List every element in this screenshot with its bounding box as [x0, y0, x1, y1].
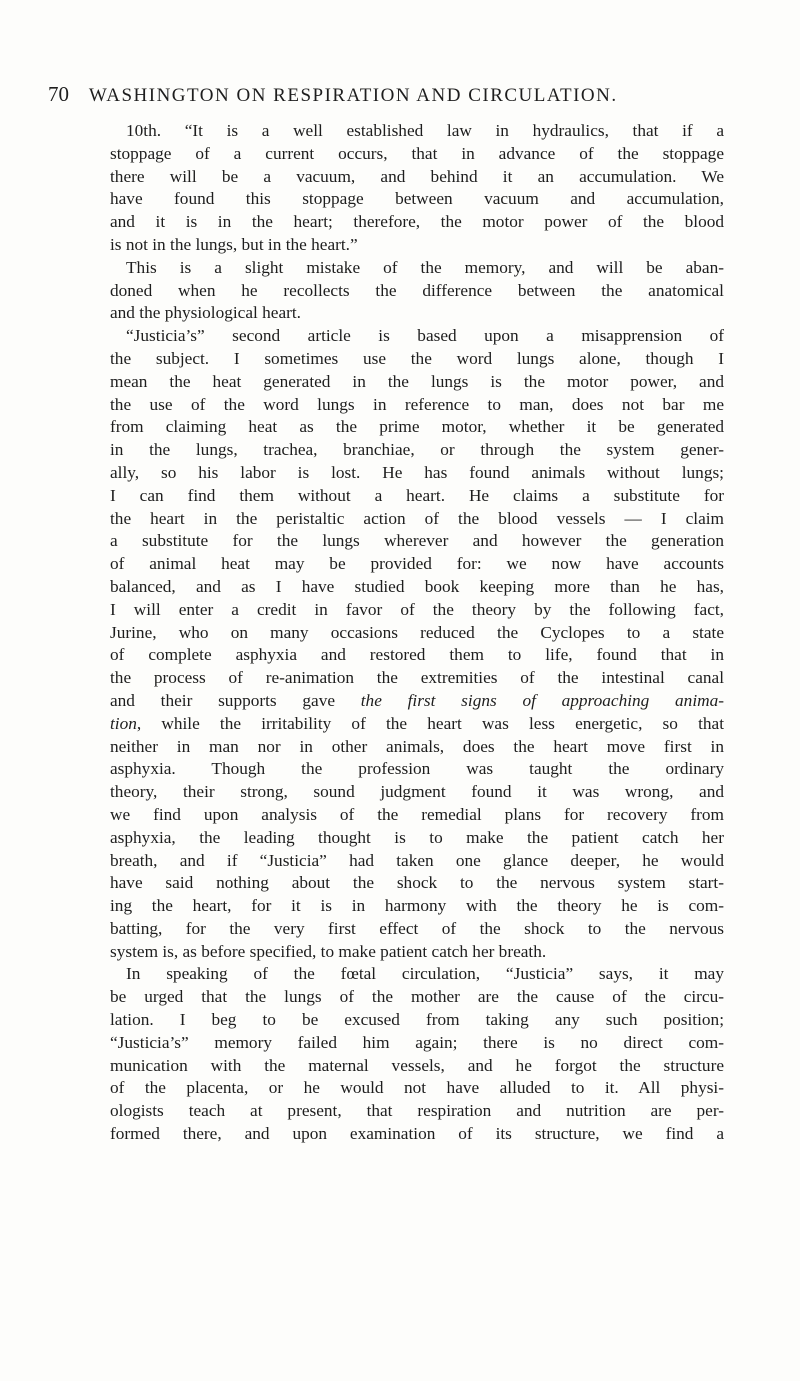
text-line: and it is in the heart; therefore, the motor power of the blood [110, 212, 724, 232]
text-line: mean the heat generated in the lungs is the motor power, and [110, 371, 724, 391]
text-line: be urged that the lungs of the mother are the cause of the circu- [110, 987, 724, 1007]
text-line: I will enter a credit in favor of the theory by the following fact, [110, 599, 724, 619]
text-line: have said nothing about the shock to the nervous system start- [110, 873, 724, 893]
text-line: the subject. I sometimes use the word lungs alone, though I [110, 348, 724, 368]
text-line: is not in the lungs, but in the heart.” [110, 234, 358, 254]
text-line: theory, their strong, sound judgment found it was wrong, and [110, 782, 724, 802]
text-line: “Justicia’s” memory failed him again; there is no direct com- [110, 1032, 724, 1052]
text-line: tion, while the irritability of the heart was less energetic, so that [110, 713, 724, 733]
text-line: breath, and if “Justicia” had taken one glance deeper, he would [110, 850, 724, 870]
text-line: neither in man nor in other animals, does the heart move first in [110, 736, 724, 756]
text-line: ally, so his labor is lost. He has found animals without lungs; [110, 462, 724, 482]
text-line: of complete asphyxia and restored them to life, found that in [110, 645, 724, 665]
text-line: asphyxia, the leading thought is to make the patient catch her [110, 827, 724, 847]
text-line: lation. I beg to be excused from taking any such position; [110, 1010, 724, 1030]
text-line: system is, as before specified, to make patient catch her breath. [110, 941, 547, 961]
text-line: there will be a vacuum, and behind it an accumulation. We [110, 166, 724, 186]
text-line: the heart in the peristaltic action of the blood vessels — I claim [110, 508, 724, 528]
text-line: Jurine, who on many occasions reduced the Cyclopes to a state [110, 622, 724, 642]
text-line: munication with the maternal vessels, and he forgot the structure [110, 1055, 724, 1075]
text-line: “Justicia’s” second article is based upon a misapprension of [126, 326, 724, 346]
text-line: we find upon analysis of the remedial plans for recovery from [110, 804, 724, 824]
running-title: WASHINGTON ON RESPIRATION AND CIRCULATION. [88, 85, 618, 106]
text-line: This is a slight mistake of the memory, and will be aban- [126, 257, 724, 277]
text-line: in the lungs, trachea, branchiae, or through the system gener- [110, 440, 724, 460]
text-line: In speaking of the fœtal circulation, “Justicia” says, it may [126, 964, 724, 984]
text-line: formed there, and upon examination of its structure, we find a [110, 1124, 724, 1144]
text-line: and their supports gave the first signs of approaching anima- [110, 690, 724, 710]
text-line: and the physiological heart. [110, 303, 301, 323]
text-line: I can find them without a heart. He claims a substitute for [110, 485, 724, 505]
running-head [48, 82, 748, 110]
page-number: 70 [48, 82, 69, 106]
text-line: balanced, and as I have studied book keeping more than he has, [110, 576, 724, 596]
text-line: of animal heat may be provided for: we now have accounts [110, 554, 724, 574]
text-line: ologists teach at present, that respiration and nutrition are per- [110, 1101, 724, 1121]
text-line: the use of the word lungs in reference to man, does not bar me [110, 394, 724, 414]
text-line: doned when he recollects the difference between the anatomical [110, 280, 724, 300]
text-line: stoppage of a current occurs, that in advance of the stoppage [110, 143, 724, 163]
text-line: have found this stoppage between vacuum and accumulation, [110, 189, 724, 209]
body-text [110, 120, 724, 1146]
text-line: ing the heart, for it is in harmony with the theory he is com- [110, 896, 724, 916]
text-line: the process of re-animation the extremities of the intestinal canal [110, 668, 724, 688]
text-line: 10th. “It is a well established law in hydraulics, that if a [126, 121, 724, 140]
text-line: from claiming heat as the prime motor, whether it be generated [110, 417, 724, 437]
text-line: asphyxia. Though the profession was taught the ordinary [110, 759, 724, 779]
text-line: a substitute for the lungs wherever and however the generation [110, 531, 724, 551]
text-line: of the placenta, or he would not have alluded to it. All physi- [110, 1078, 724, 1098]
text-line: batting, for the very first effect of the shock to the nervous [110, 918, 724, 938]
